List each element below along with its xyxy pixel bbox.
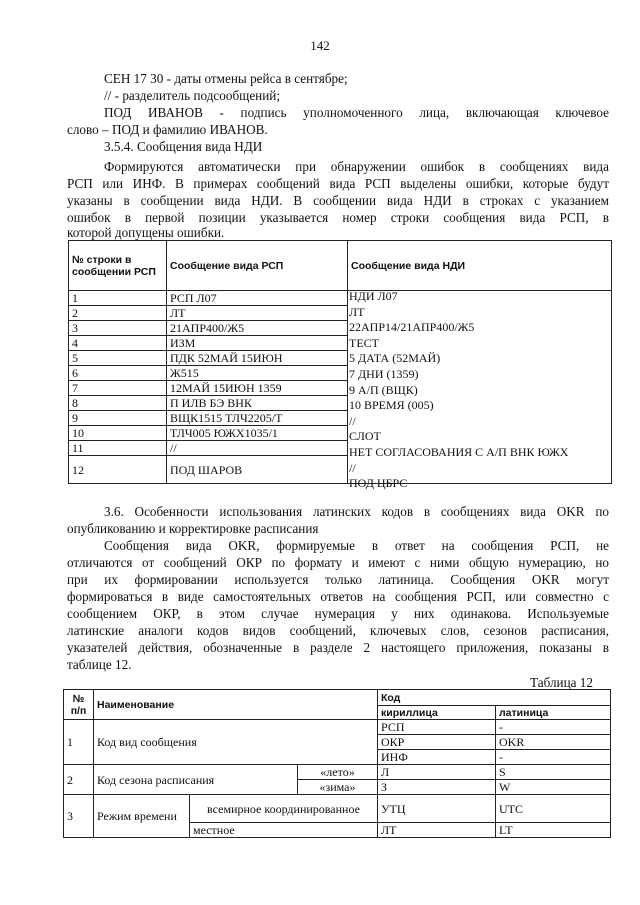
ndi-line: ЛТ bbox=[349, 304, 365, 319]
table-row: местное ЛТ LT bbox=[64, 823, 611, 838]
table-row: 2 ЛТ bbox=[69, 306, 612, 321]
text-line: сообщением ОКР, в этом случае нумерация у них одинакова. Используемые bbox=[67, 606, 609, 621]
text-line: отличаются от сообщений ОКР по формату и имеют с ними общую нумерацию, но bbox=[67, 555, 609, 570]
text-line: ошибок в первой позиции указывается номер строки сообщения вида РСП, в bbox=[67, 210, 609, 225]
latin-codes-table bbox=[63, 689, 611, 838]
table-row: 3 Режим времени всемирное координированное УТЦ UTC bbox=[64, 795, 611, 823]
table-row: 5 ПДК 52МАЙ 15ИЮН bbox=[69, 351, 612, 366]
text-line: указаны в сообщении вида НДИ. В сообщении вида НДИ в строках с указанием bbox=[67, 193, 609, 208]
table-row: 3 21АПР400/Ж5 bbox=[69, 321, 612, 336]
ndi-line: НЕТ СОГЛАСОВАНИЯ С А/П ВНК ЮЖХ bbox=[349, 444, 569, 459]
table-row: 1 Код вид сообщения РСП - bbox=[64, 720, 611, 735]
table-row: 10 ТЛЧ005 ЮЖХ1035/1 bbox=[69, 426, 612, 441]
ndi-line: 7 ДНИ (1359) bbox=[349, 366, 419, 381]
table-row: 11 // bbox=[69, 441, 612, 456]
text-line: указателей действия, обозначенные в разделе 2 настоящего приложения, показаны в bbox=[67, 640, 609, 655]
text-line: Сообщения вида OKR, формируемые в ответ на сообщения РСП, не bbox=[104, 538, 609, 553]
col-header-rsp: Сообщение вида РСП bbox=[167, 241, 348, 291]
table-row: 9 ВЩК1515 ТЛЧ2205/Т bbox=[69, 411, 612, 426]
ndi-line: 9 А/П (ВЩК) bbox=[349, 382, 418, 397]
table-row: 1 РСП Л07 bbox=[69, 291, 612, 306]
page-number: 142 bbox=[310, 38, 330, 53]
table-row: 4 ИЗМ bbox=[69, 336, 612, 351]
table-row: 7 12МАЙ 15ИЮН 1359 bbox=[69, 381, 612, 396]
ndi-line: // bbox=[349, 413, 356, 428]
table-row: 12 ПОД ШАРОВ bbox=[69, 456, 612, 484]
text-line: которой допущены ошибки. bbox=[67, 225, 225, 240]
col-header-latin: латиница bbox=[496, 706, 611, 720]
ndi-line: 5 ДАТА (52МАЙ) bbox=[349, 351, 441, 366]
ndi-lines bbox=[349, 289, 568, 492]
table-row: 2 Код сезона расписания «лето» Л S bbox=[64, 765, 611, 780]
text-line: СЕН 17 30 - даты отмены рейса в сентябре; bbox=[104, 71, 348, 86]
ndi-line: ТЕСТ bbox=[349, 335, 379, 350]
table-row: 6 Ж515 bbox=[69, 366, 612, 381]
text-line: таблице 12. bbox=[67, 657, 132, 672]
col-header-cyrillic: кириллица bbox=[378, 706, 496, 720]
section-heading: 3.6. Особенности использования латинских кодов в сообщениях вида OKR по bbox=[104, 504, 609, 519]
col-header-row-number: № строки в сообщении РСП bbox=[69, 241, 167, 291]
ndi-line: 10 ВРЕМЯ (005) bbox=[349, 398, 434, 413]
section-heading: 3.5.4. Сообщения вида НДИ bbox=[104, 139, 263, 154]
col-header-code: Код bbox=[378, 690, 611, 706]
text-line: опубликованию и корректировке расписания bbox=[67, 521, 319, 536]
text-line: // - разделитель подсообщений; bbox=[104, 88, 281, 103]
text-line: РСП или ИНФ. В примерах сообщений вида РСП выделены ошибки, которые будут bbox=[67, 176, 609, 191]
col-header-name: Наименование bbox=[94, 690, 378, 720]
table-caption: Таблица 12 bbox=[530, 675, 593, 690]
text-line: ПОД ИВАНОВ - подпись уполномоченного лица, включающая ключевое bbox=[104, 105, 609, 120]
ndi-line: НДИ Л07 bbox=[349, 289, 398, 303]
ndi-line: 22АПР14/21АПР400/Ж5 bbox=[349, 320, 475, 335]
col-header-num: № п/п bbox=[64, 690, 94, 720]
table-row: «зима» З W bbox=[64, 780, 611, 795]
ndi-line: СЛОТ bbox=[349, 429, 381, 444]
table-row: ОКР OKR bbox=[64, 735, 611, 750]
text-line: Формируются автоматически при обнаружении ошибок в сообщениях вида bbox=[104, 159, 609, 174]
table-row: ИНФ - bbox=[64, 750, 611, 765]
text-line: слово – ПОД и фамилию ИВАНОВ. bbox=[67, 122, 268, 137]
table-row: 8 П ИЛВ БЭ ВНК bbox=[69, 396, 612, 411]
text-line: формироваться в виде самостоятельных ответов на сообщения РСП, или совместно с bbox=[67, 589, 609, 604]
text-line: латинские аналоги кодов видов сообщений, ключевых слов, сезонов расписания, bbox=[67, 623, 609, 638]
ndi-line: // bbox=[349, 460, 356, 475]
text-line: при их формировании используется только латиница. Сообщения OKR могут bbox=[67, 572, 609, 587]
ndi-line: ПОД ЦБРС bbox=[349, 476, 408, 491]
col-header-ndi: Сообщение вида НДИ bbox=[348, 241, 612, 291]
